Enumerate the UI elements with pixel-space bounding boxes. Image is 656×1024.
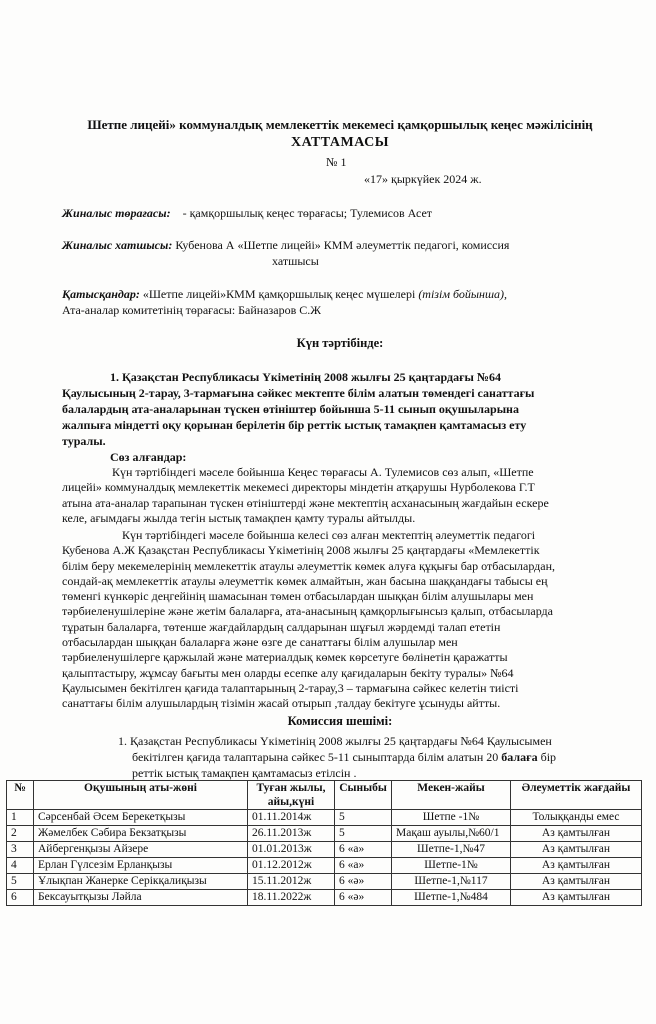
- para2-line: тәрбиеленушілеріне және жетім балаларға, ата-анасының қамқорлығынсыз қалып, отбасыларда: [62, 604, 553, 619]
- secretary-value: Кубенова А «Шетпе лицейі» КММ әлеуметтік педагогі, комиссия: [175, 238, 510, 252]
- table-row: [7, 842, 642, 858]
- agenda-item-line-2: Қаулысының 2-тарау, 3-тармағына сәйкес мектепте білім алатын төмендегі санаттағы: [62, 386, 535, 400]
- doc-date: «17» қыркүйек 2024 ж.: [364, 172, 482, 186]
- cell-class: 6 «ә»: [335, 890, 392, 906]
- cell-dob: 01.11.2014ж: [248, 810, 335, 826]
- para2-line: Қаулысымен бекітілген қағида талаптарының 2-тарау,3 – тармағына сәйкес келетін тиісті: [62, 680, 519, 695]
- cell-status: Аз қамтылған: [511, 826, 642, 842]
- decision-text: бір: [537, 750, 557, 764]
- col-header-dob: Туған жылы, айы,күні: [248, 781, 335, 810]
- chair-value: - қамқоршылық кеңес төрағасы; Тулемисов Асет: [182, 206, 433, 220]
- cell-class: 5: [335, 810, 392, 826]
- cell-class: 5: [335, 826, 392, 842]
- para2-line: Кубенова А.Ж Қазақстан Республикасы Үкіметінің 2008 жылғы 25 қаңтардағы «Мемлекеттік: [62, 543, 540, 558]
- decision-line-1: 1. Қазақстан Республикасы Үкіметінің 2008 жылғы 25 қаңтардағы №64 Қаулысымен: [118, 734, 552, 748]
- cell-number: 2: [7, 826, 34, 842]
- org-title: Шетпе лицейі» коммуналдық мемлекеттік мекемесі қамқоршылық кеңес мәжілісінің: [87, 117, 593, 132]
- para2-line: төменгі күнкөріс деңгейінің шамасынан төмен отбасылардан шыққан білім алушылары мен: [62, 589, 534, 604]
- cell-dob: 01.01.2013ж: [248, 842, 335, 858]
- cell-number: 4: [7, 858, 34, 874]
- cell-name: Бексауытқызы Ләйла: [34, 890, 248, 906]
- cell-dob: 18.11.2022ж: [248, 890, 335, 906]
- cell-name: Ерлан Гүлсезім Ерланқызы: [34, 858, 248, 874]
- para2-line: санаттағы білім алушылардың тізімін жасай отырып ,талдау бекітуге ұсынуды айтты.: [62, 696, 501, 711]
- cell-class: 6 «а»: [335, 858, 392, 874]
- agenda-item-line-5: туралы.: [62, 434, 106, 448]
- cell-number: 3: [7, 842, 34, 858]
- table-row: [7, 826, 642, 842]
- participants-value: «Шетпе лицейі»КММ қамқоршылық кеңес мүшелері: [142, 287, 416, 301]
- table-row: [7, 810, 642, 826]
- secretary-value-cont: хатшысы: [272, 254, 319, 268]
- parents-committee-line: Ата-аналар комитетінің төрағасы: Байназаров С.Ж: [62, 303, 322, 317]
- decision-line-3: реттік ыстық тамақпен қамтамасыз етілсін .: [132, 766, 357, 780]
- cell-name: Ұлықпан Жанерке Серікқалиқызы: [34, 874, 248, 890]
- col-header-name: Оқушының аты-жөні: [34, 781, 248, 810]
- para2-line: Күн тәртібіндегі мәселе бойынша келесі сөз алған мектептің әлеуметтік педагогі: [122, 528, 536, 542]
- participants-label: Қатысқандар:: [62, 287, 140, 301]
- cell-address: Шетпе -1№: [392, 810, 511, 826]
- cell-status: Аз қамтылған: [511, 842, 642, 858]
- secretary-label: Жиналыс хатшысы:: [62, 238, 173, 252]
- decision-text: бекітілген қағида талаптарына сәйкес 5-11 сыныптарда білім алатын 20: [132, 750, 502, 764]
- students-table: [6, 780, 642, 906]
- table-row: [7, 874, 642, 890]
- cell-address: Шетпе-1№: [392, 858, 511, 874]
- table-row: [7, 890, 642, 906]
- cell-address: Шетпе-1,№117: [392, 874, 511, 890]
- chair-line: [62, 206, 432, 221]
- speakers-heading: Сөз алғандар:: [110, 450, 187, 464]
- para2-line: отбасылардан шыққан балаларға және өзге де санаттағы білім алушылар мен: [62, 635, 458, 650]
- cell-address: Шетпе-1,№484: [392, 890, 511, 906]
- doc-number: № 1: [326, 155, 347, 169]
- chair-label: Жиналыс төрағасы:: [62, 206, 171, 220]
- agenda-item-line-4: жалпыға міндетті оқу қорынан берілетін бір реттік ыстық тамақпен қамтамасыз ету: [62, 418, 527, 432]
- participants-note: (тізім бойынша),: [418, 287, 507, 301]
- para1-line: Күн тәртібіндегі мәселе бойынша Кеңес төрағасы А. Тулемисов сөз алып, «Шетпе: [112, 465, 534, 479]
- cell-status: Аз қамтылған: [511, 874, 642, 890]
- cell-status: Аз қамтылған: [511, 858, 642, 874]
- para2-line: тәрбиеленушілерге қаржылай және материалдық көмек көрсетуге бөлінетін қаражатты: [62, 650, 508, 665]
- cell-address: Мақаш ауылы,№60/1: [392, 826, 511, 842]
- cell-address: Шетпе-1,№47: [392, 842, 511, 858]
- cell-number: 5: [7, 874, 34, 890]
- cell-dob: 15.11.2012ж: [248, 874, 335, 890]
- col-header-number: №: [7, 781, 34, 810]
- decision-heading: Комиссия шешімі:: [287, 714, 393, 728]
- doc-title: ХАТТАМАСЫ: [290, 135, 390, 150]
- cell-number: 6: [7, 890, 34, 906]
- cell-class: 6 «ә»: [335, 874, 392, 890]
- para2-line: тұратын балаларға, төтенше жағдайлардың салдарынан шұғыл жәрдемді талап ететін: [62, 619, 501, 634]
- cell-dob: 26.11.2013ж: [248, 826, 335, 842]
- para2-line: сондай-ақ мемлекеттік атаулы әлеуметтік көмек алмайтын, жан басына шаққандағы табысы ең: [62, 573, 548, 588]
- speakers-paragraph-2: [62, 528, 632, 712]
- cell-status: Толыққанды емес: [511, 810, 642, 826]
- col-header-address: Мекен-жайы: [392, 781, 511, 810]
- speakers-paragraph-1: [62, 465, 632, 526]
- cell-name: Сәрсенбай Әсем Берекетқызы: [34, 810, 248, 826]
- secretary-line: [62, 238, 509, 253]
- cell-name: Айбергенқызы Айзере: [34, 842, 248, 858]
- para2-line: қалыптастыру, жұмсау бағыты мен оларды есепке алу қағидаларын бекіту туралы» №64: [62, 665, 514, 680]
- cell-status: Аз қамтылған: [511, 890, 642, 906]
- para2-line: білім беру мекемелерінің мемлекеттік атаулы әлеуметтік көмек алуға құқығы бар отбасылардан,: [62, 558, 556, 573]
- cell-name: Жәмелбек Сәбира Бекзатқызы: [34, 826, 248, 842]
- agenda-heading: Күн тәртібінде:: [296, 336, 384, 350]
- table-header-row: [7, 781, 642, 810]
- participants-line: [62, 287, 507, 302]
- para1-line: атына ата-аналар тарапынан түскен өтініштерді және мектептің асханасының жағдайын ескере: [62, 495, 549, 510]
- cell-class: 6 «а»: [335, 842, 392, 858]
- col-header-class: Сыныбы: [335, 781, 392, 810]
- agenda-item-line-1: 1. Қазақстан Республикасы Үкіметінің 2008 жылғы 25 қаңтардағы №64: [110, 370, 501, 384]
- decision-line-2: [132, 750, 556, 765]
- cell-dob: 01.12.2012ж: [248, 858, 335, 874]
- cell-number: 1: [7, 810, 34, 826]
- para1-line: лицейі» коммуналдық мемлекеттік мекемесі директоры міндетін атқарушы Нурболекова Г.Т: [62, 480, 535, 495]
- decision-emphasis: балаға: [501, 750, 538, 764]
- agenda-item-line-3: балалардың ата-аналарынан түскен өтініштер бойынша 5-11 сынып оқушыларына: [62, 402, 519, 416]
- col-header-status: Әлеуметтік жағдайы: [511, 781, 642, 810]
- para1-line: келе, ағымдағы жылда тегін ыстық тамақпен қамту туралы айтылды.: [62, 510, 416, 525]
- table-row: [7, 858, 642, 874]
